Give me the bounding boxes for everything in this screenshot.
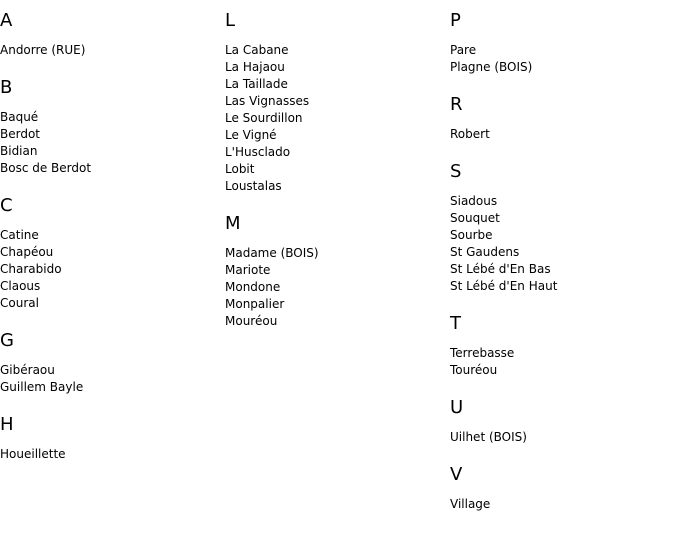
place-link[interactable]: Charabido	[0, 262, 62, 276]
list-item	[0, 227, 220, 244]
index-column-2	[225, 10, 445, 348]
list-item	[225, 313, 445, 330]
place-link[interactable]: L'Husclado	[225, 145, 291, 159]
letter-group-v	[450, 464, 670, 513]
list-item	[450, 496, 670, 513]
name-list	[450, 42, 670, 76]
list-item	[225, 59, 445, 76]
list-item	[450, 42, 670, 59]
name-list	[450, 496, 670, 513]
letter-heading: A	[0, 10, 13, 31]
list-item	[0, 261, 220, 278]
place-link[interactable]: St Lébé d'En Haut	[450, 279, 558, 293]
place-link[interactable]: La Hajaou	[225, 60, 285, 74]
list-item	[225, 245, 445, 262]
letter-group-u	[450, 397, 670, 446]
place-link[interactable]: La Taillade	[225, 77, 288, 91]
list-item	[450, 362, 670, 379]
name-list	[450, 429, 670, 446]
list-item	[225, 279, 445, 296]
letter-group-c	[0, 195, 220, 312]
name-list	[0, 109, 220, 177]
letter-heading: G	[0, 330, 14, 351]
place-link[interactable]: Berdot	[0, 127, 41, 141]
list-item	[0, 42, 220, 59]
place-link[interactable]: Coural	[0, 296, 39, 310]
letter-heading: P	[450, 10, 461, 31]
place-link[interactable]: Village	[450, 497, 491, 511]
list-item	[450, 126, 670, 143]
list-item	[450, 59, 670, 76]
place-link[interactable]: Andorre (RUE)	[0, 43, 86, 57]
letter-group-a	[0, 10, 220, 59]
letter-heading: U	[450, 397, 464, 418]
name-list	[450, 193, 670, 295]
list-item	[225, 178, 445, 195]
name-list	[450, 126, 670, 143]
list-item	[450, 261, 670, 278]
letter-group-r	[450, 94, 670, 143]
list-item	[225, 144, 445, 161]
place-link[interactable]: Bidian	[0, 144, 38, 158]
name-list	[0, 446, 220, 463]
list-item	[0, 379, 220, 396]
place-link[interactable]: Siadous	[450, 194, 498, 208]
letter-group-l	[225, 10, 445, 195]
place-link[interactable]: Las Vignasses	[225, 94, 310, 108]
list-item	[225, 127, 445, 144]
place-link[interactable]: Sourbe	[450, 228, 493, 242]
letter-heading: S	[450, 161, 462, 182]
place-link[interactable]: Le Sourdillon	[225, 111, 303, 125]
place-link[interactable]: Mouréou	[225, 314, 278, 328]
list-item	[450, 210, 670, 227]
place-link[interactable]: Madame (BOIS)	[225, 246, 319, 260]
name-list	[450, 345, 670, 379]
list-item	[225, 161, 445, 178]
list-item	[450, 429, 670, 446]
place-link[interactable]: Uilhet (BOIS)	[450, 430, 527, 444]
place-link[interactable]: St Lébé d'En Bas	[450, 262, 551, 276]
letter-group-s	[450, 161, 670, 295]
place-link[interactable]: Plagne (BOIS)	[450, 60, 533, 74]
letter-group-b	[0, 77, 220, 177]
name-list	[0, 42, 220, 59]
place-link[interactable]: Le Vigné	[225, 128, 277, 142]
place-link[interactable]: Loustalas	[225, 179, 282, 193]
letter-group-m	[225, 213, 445, 330]
place-link[interactable]: Houeillette	[0, 447, 66, 461]
list-item	[225, 110, 445, 127]
place-link[interactable]: Mondone	[225, 280, 281, 294]
place-link[interactable]: Guillem Bayle	[0, 380, 84, 394]
list-item	[225, 76, 445, 93]
letter-heading: C	[0, 195, 13, 216]
list-item	[450, 278, 670, 295]
list-item	[450, 244, 670, 261]
place-link[interactable]: Gibéraou	[0, 363, 55, 377]
list-item	[0, 362, 220, 379]
list-item	[0, 244, 220, 261]
name-list	[225, 42, 445, 195]
place-link[interactable]: Touréou	[450, 363, 498, 377]
list-item	[225, 93, 445, 110]
letter-group-g	[0, 330, 220, 396]
letter-heading: T	[450, 313, 461, 334]
place-link[interactable]: Robert	[450, 127, 490, 141]
list-item	[0, 446, 220, 463]
name-list	[0, 362, 220, 396]
letter-heading: V	[450, 464, 463, 485]
list-item	[225, 262, 445, 279]
place-link[interactable]: Monpalier	[225, 297, 285, 311]
place-link[interactable]: St Gaudens	[450, 245, 520, 259]
list-item	[0, 109, 220, 126]
letter-group-p	[450, 10, 670, 76]
letter-group-t	[450, 313, 670, 379]
list-item	[0, 160, 220, 177]
place-link[interactable]: Claous	[0, 279, 41, 293]
place-link[interactable]: Chapéou	[0, 245, 54, 259]
letter-heading: R	[450, 94, 463, 115]
index-column-1	[0, 10, 220, 481]
list-item	[0, 278, 220, 295]
place-link[interactable]: Lobit	[225, 162, 255, 176]
place-link[interactable]: Baqué	[0, 110, 39, 124]
place-link[interactable]: Bosc de Berdot	[0, 161, 92, 175]
name-list	[0, 227, 220, 312]
letter-heading: B	[0, 77, 13, 98]
list-item	[450, 345, 670, 362]
letter-group-h	[0, 414, 220, 463]
list-item	[225, 296, 445, 313]
list-item	[0, 295, 220, 312]
list-item	[0, 126, 220, 143]
list-item	[225, 42, 445, 59]
place-link[interactable]: Catine	[0, 228, 39, 242]
name-list	[225, 245, 445, 330]
index-column-3	[450, 10, 670, 531]
place-link[interactable]: Terrebasse	[450, 346, 515, 360]
list-item	[450, 193, 670, 210]
place-link[interactable]: Mariote	[225, 263, 271, 277]
place-link[interactable]: Pare	[450, 43, 477, 57]
letter-heading: M	[225, 213, 241, 234]
place-link[interactable]: La Cabane	[225, 43, 289, 57]
place-link[interactable]: Souquet	[450, 211, 500, 225]
list-item	[0, 143, 220, 160]
list-item	[450, 227, 670, 244]
letter-heading: H	[0, 414, 14, 435]
letter-heading: L	[225, 10, 236, 31]
